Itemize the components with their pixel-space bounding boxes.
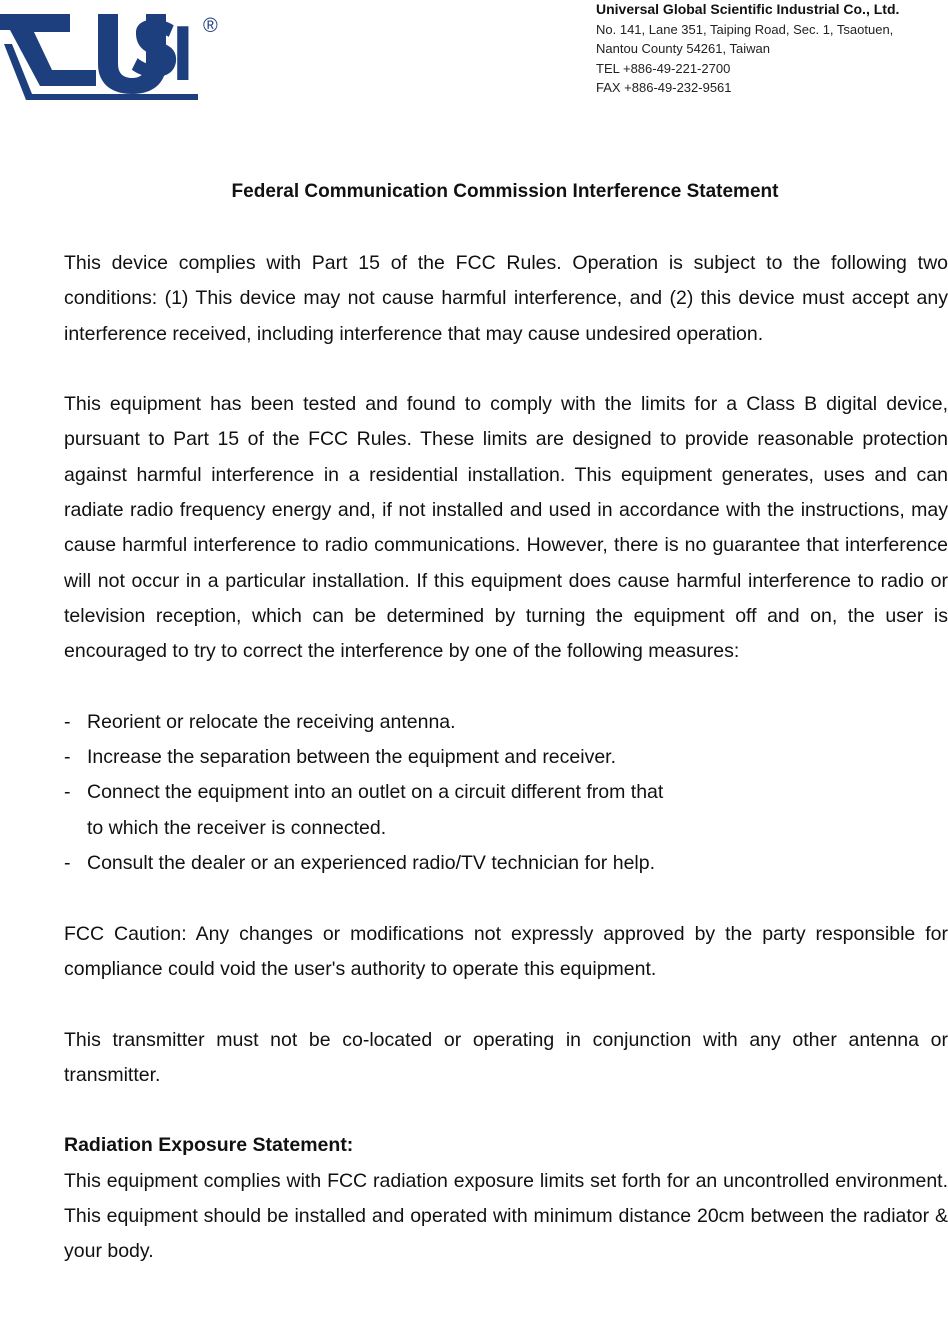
list-item: - Consult the dealer or an experienced radio/TV technician for help. (64, 852, 656, 875)
address-line-2: Nantou County 54261, Taiwan (596, 41, 770, 56)
radiation-heading: Radiation Exposure Statement: (64, 1134, 354, 1157)
address-line-1: No. 141, Lane 351, Taiping Road, Sec. 1, Tsaotuen, (596, 21, 894, 37)
paragraph-compliance: This device complies with Part 15 of the FCC Rules. Operation is subject to the following two conditions: (1) This device may not cause harmful interference, and (2) this device must accept any interference received, including interference that may cause undesired operation. (64, 252, 948, 345)
paragraph-class-b: This equipment has been tested and found to comply with the limits for a Class B digital device, pursuant to Part 15 of the FCC Rules. These limits are designed to provide reasonable protection against harmful interference in a residential installation. This equipment generates, uses and can radiate radio frequency energy and, if not installed and used in accordance with the instructions, may cause harmful interference to radio communications. However, there is no guarantee that interference will not occur in a particular installation. If this equipment does cause harmful interference to radio or television reception, which can be determined by turning the equipment off and on, the user is encouraged to try to correct the interference by one of the following measures: (64, 393, 948, 663)
fax: FAX +886-49-232-9561 (596, 80, 732, 95)
telephone: TEL +886-49-221-2700 (596, 60, 731, 76)
measures-list (64, 705, 948, 881)
usi-logo (0, 8, 225, 100)
paragraph-radiation: This equipment complies with FCC radiation exposure limits set forth for an uncontrolled environment. This equipment should be installed and operated with minimum distance 20cm between the radiator & your body. (64, 1169, 948, 1263)
registered-mark: ® (203, 15, 218, 37)
company-name: Universal Global Scientific Industrial Co., Ltd. (596, 1, 900, 17)
usi-logo-mark (0, 14, 198, 100)
company-info (596, 0, 899, 98)
list-item: - Reorient or relocate the receiving antenna. (64, 710, 456, 733)
document-body (64, 246, 948, 1305)
paragraph-fcc-caution: FCC Caution: Any changes or modifications not expressly approved by the party responsible for compliance could void the user's authority to operate this equipment. (64, 922, 948, 980)
logo-letter-i: I (172, 9, 194, 97)
list-item: - Connect the equipment into an outlet on a circuit different from that to which the receiver is connected. (64, 781, 664, 839)
document-title: Federal Communication Commission Interference Statement (231, 181, 779, 202)
list-item: - Increase the separation between the equipment and receiver. (64, 746, 617, 769)
paragraph-colocation: This transmitter must not be co-located or operating in conjunction with any other antenna or transmitter. (64, 1028, 948, 1086)
